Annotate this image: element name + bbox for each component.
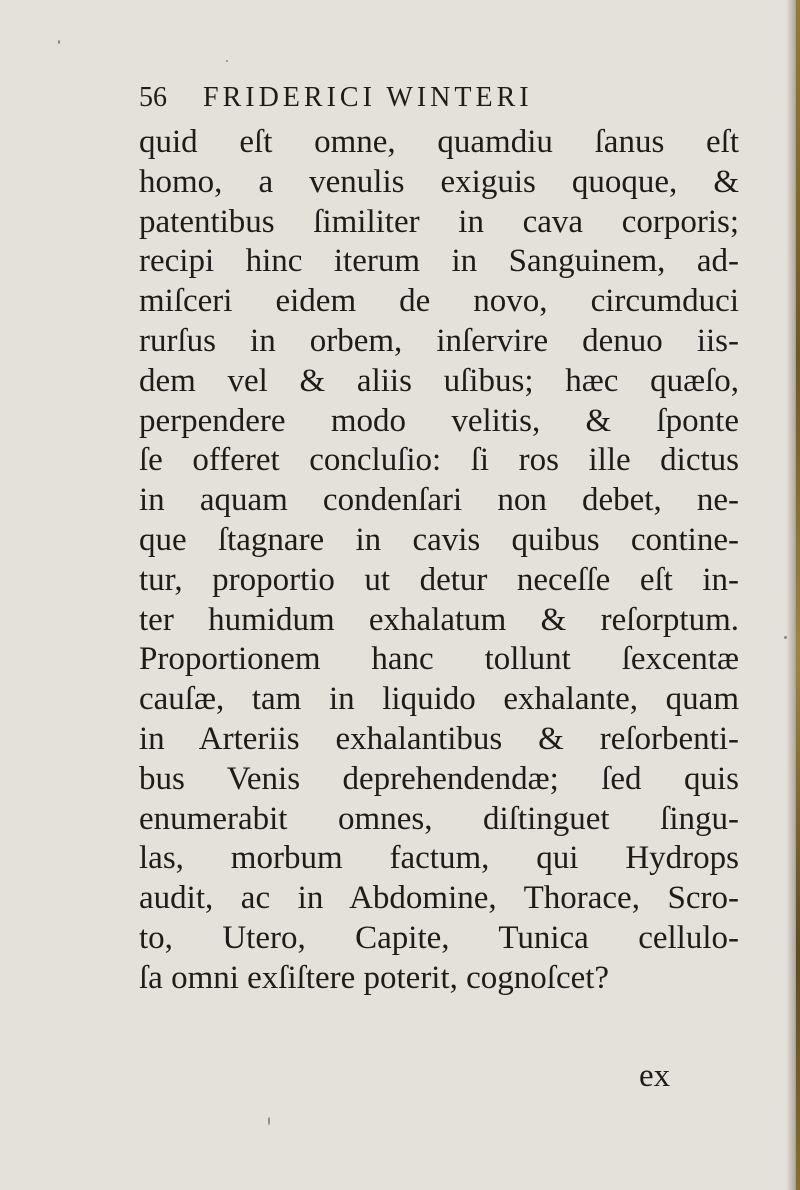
text-line-16: in Arteriis exhalantibus & reſorbenti- xyxy=(139,720,739,757)
text-line-8: perpendere modo velitis, & ſponte xyxy=(139,402,739,439)
text-line-9: ſe offeret concluſio: ſi ros ille dictus xyxy=(139,442,739,479)
text-line-12: tur, proportio ut detur neceſſe eſt in- xyxy=(139,561,739,598)
text-line-13: ter humidum exhalatum & reſorptum. xyxy=(139,601,739,638)
text-line-19: las, morbum factum, qui Hydrops xyxy=(139,840,739,877)
body-text xyxy=(139,123,739,999)
text-line-6: rurſus in orbem, inſervire denuo iis- xyxy=(139,322,739,359)
running-head: FRIDERICI WINTERI xyxy=(203,82,533,113)
text-line-21: to, Utero, Capite, Tunica cellulo- xyxy=(139,919,739,956)
text-line-3: patentibus ſimiliter in cava corporis; xyxy=(139,203,739,240)
text-line-1: quid eſt omne, quamdiu ſanus eſt xyxy=(139,124,739,160)
page-number: 56 xyxy=(139,82,167,113)
text-line-5: miſceri eidem de novo, circumduci xyxy=(139,283,739,320)
text-line-2: homo, a venulis exiguis quoque, & xyxy=(139,163,739,200)
page-header xyxy=(139,82,699,122)
text-line-22: ſa omni exſiſtere poterit, cognoſcet? xyxy=(139,959,610,996)
text-line-4: recipi hinc iterum in Sanguinem, ad- xyxy=(139,243,739,280)
text-line-17: bus Venis deprehendendæ; ſed quis xyxy=(139,760,739,797)
paper-speck xyxy=(226,60,228,62)
text-line-18: enumerabit omnes, diſtinguet ſingu- xyxy=(139,800,739,837)
paper-speck xyxy=(58,40,60,44)
text-line-11: que ſtagnare in cavis quibus contine- xyxy=(139,521,739,558)
text-line-15: cauſæ, tam in liquido exhalante, quam xyxy=(139,681,739,718)
paper-speck xyxy=(268,1117,270,1125)
text-line-10: in aquam condenſari non debet, ne- xyxy=(139,482,739,519)
text-line-14: Proportionem hanc tollunt ſexcentæ xyxy=(139,641,739,678)
page-edge-gilt xyxy=(796,0,800,1190)
catchword: ex xyxy=(639,1058,671,1094)
text-line-20: audit, ac in Abdomine, Thorace, Scro- xyxy=(139,880,739,917)
text-line-7: dem vel & aliis uſibus; hæc quæſo, xyxy=(139,362,739,399)
